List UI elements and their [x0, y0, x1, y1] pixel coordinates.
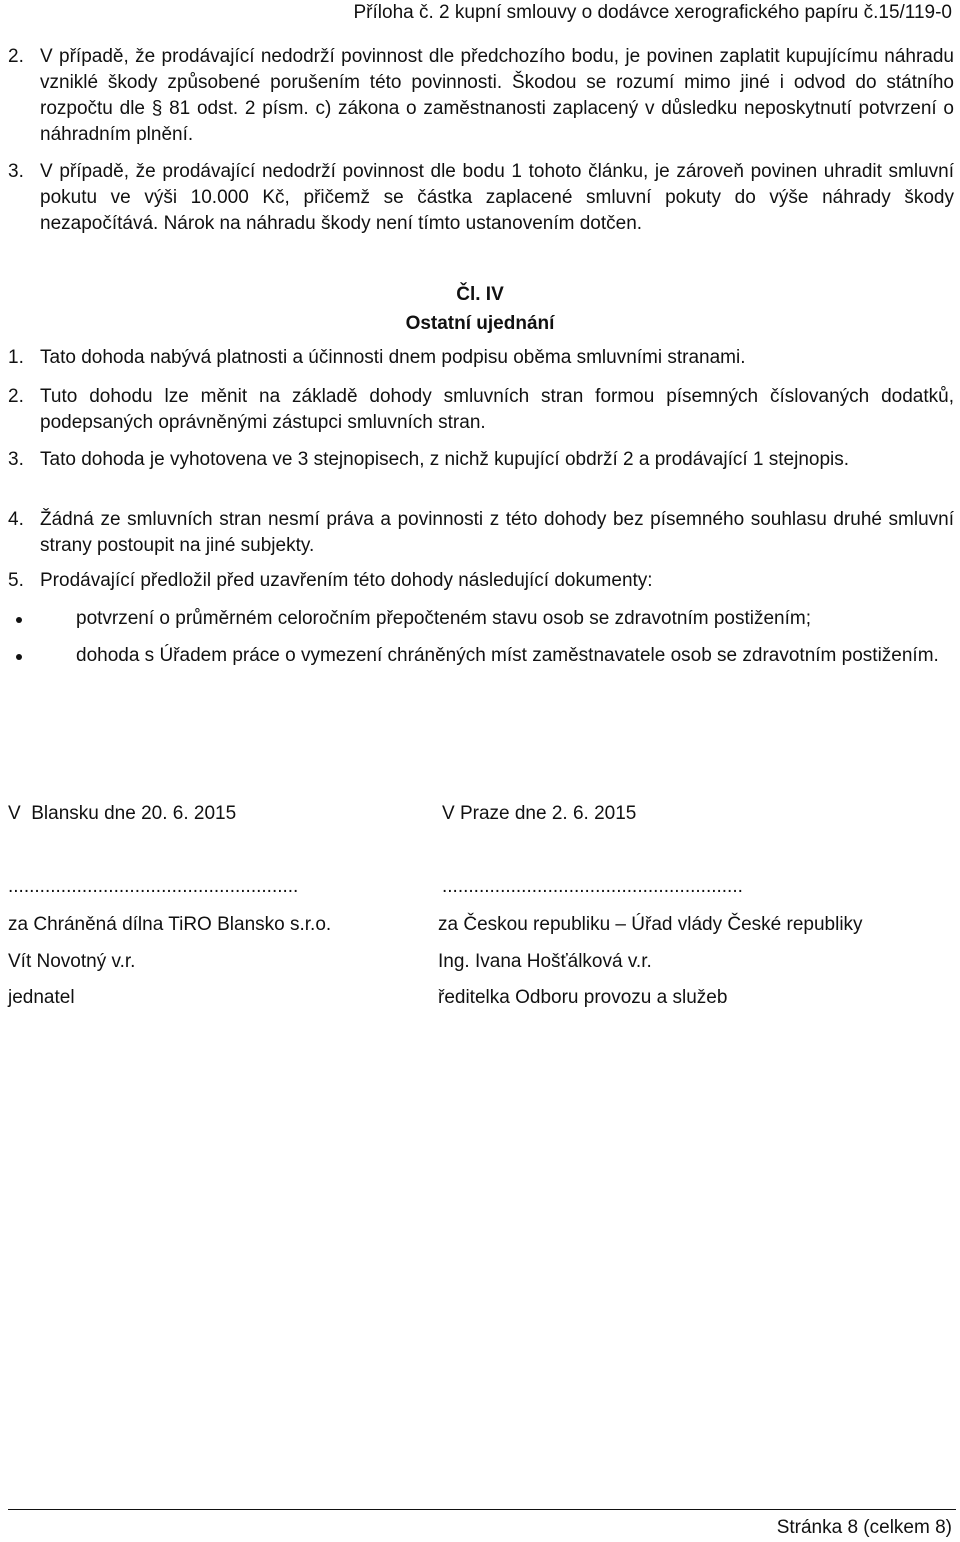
left-place-date: V Blansku dne 20. 6. 2015	[8, 803, 237, 824]
clause-number: 3.	[8, 449, 24, 470]
clause-text: Tato dohoda je vyhotovena ve 3 stejnopisech, z nichž kupující obdrží 2 a prodávající 1 stejnopis.	[40, 449, 850, 470]
clause-text: V případě, že prodávající nedodrží povinnost dle bodu 1 tohoto článku, je zároveň povinen uhradit smluvní pokutu ve výši 10.000 Kč, přičemž se částka zaplacené smluvní pokuty do výše náhrady škody nezapočítává. Nárok na náhradu škody není tímto ustanovením dotčen.	[40, 161, 954, 234]
right-place-date: V Praze dne 2. 6. 2015	[442, 803, 637, 824]
footer-divider	[8, 1509, 956, 1510]
clause-text: Prodávající předložil před uzavřením této dohody následující dokumenty:	[40, 570, 653, 591]
right-signatory-name: Ing. Ivana Hošťálková v.r.	[438, 951, 652, 972]
article-title: Ostatní ujednání	[405, 313, 555, 334]
document-list-item	[8, 606, 954, 632]
left-signatory-org: za Chráněná dílna TiRO Blansko s.r.o.	[8, 914, 332, 935]
list-item-text: potvrzení o průměrném celoročním přepočteném stavu osob se zdravotním postižením;	[76, 608, 812, 629]
article-clause-4	[8, 507, 954, 559]
list-item-text: dohoda s Úřadem práce o vymezení chráněných míst zaměstnavatele osob se zdravotním postižením.	[76, 645, 939, 666]
clause-3	[8, 159, 954, 237]
bullet-icon	[16, 617, 22, 623]
bullet-icon	[16, 654, 22, 660]
clause-2	[8, 44, 954, 148]
clause-number: 4.	[8, 509, 24, 530]
clause-text: Žádná ze smluvních stran nesmí práva a povinnosti z této dohody bez písemného souhlasu druhé smluvní strany postoupit na jiné subjekty.	[40, 509, 954, 556]
article-clause-3	[8, 447, 954, 473]
document-header: Příloha č. 2 kupní smlouvy o dodávce xerografického papíru č.15/119-0	[353, 2, 952, 23]
document-list-item	[8, 643, 954, 669]
right-signature-line: .........................................................	[442, 876, 743, 897]
article-clause-2	[8, 384, 954, 436]
left-signatory-name: Vít Novotný v.r.	[8, 951, 136, 972]
clause-text: Tato dohoda nabývá platnosti a účinnosti dnem podpisu oběma smluvními stranami.	[40, 347, 746, 368]
clause-text: V případě, že prodávající nedodrží povinnost dle předchozího bodu, je povinen zaplatit kupujícímu náhradu vzniklé škody způsobené porušením této povinnosti. Škodou se rozumí mimo jiné i odvod do státního rozpočtu dle § 81 odst. 2 písm. c) zákona o zaměstnanosti zaplacený v důsledku neposkytnutí potvrzení o náhradním plnění.	[40, 46, 954, 145]
article-clause-5	[8, 568, 954, 594]
clause-number: 3.	[8, 161, 24, 182]
clause-number: 2.	[8, 46, 24, 67]
clause-text: Tuto dohodu lze měnit na základě dohody smluvních stran formou písemných číslovaných dodatků, podepsaných oprávněnými zástupci smluvních stran.	[40, 386, 954, 433]
left-signature-line: .......................................................	[8, 876, 299, 897]
page-number: Stránka 8 (celkem 8)	[776, 1517, 952, 1538]
article-number: Čl. IV	[456, 284, 504, 305]
clause-number: 5.	[8, 570, 24, 591]
right-signatory-role: ředitelka Odboru provozu a služeb	[438, 987, 728, 1008]
left-signatory-role: jednatel	[8, 987, 75, 1008]
clause-number: 2.	[8, 386, 24, 407]
right-signatory-org: za Českou republiku – Úřad vlády České republiky	[438, 914, 863, 935]
clause-number: 1.	[8, 347, 24, 368]
article-clause-1	[8, 345, 954, 371]
